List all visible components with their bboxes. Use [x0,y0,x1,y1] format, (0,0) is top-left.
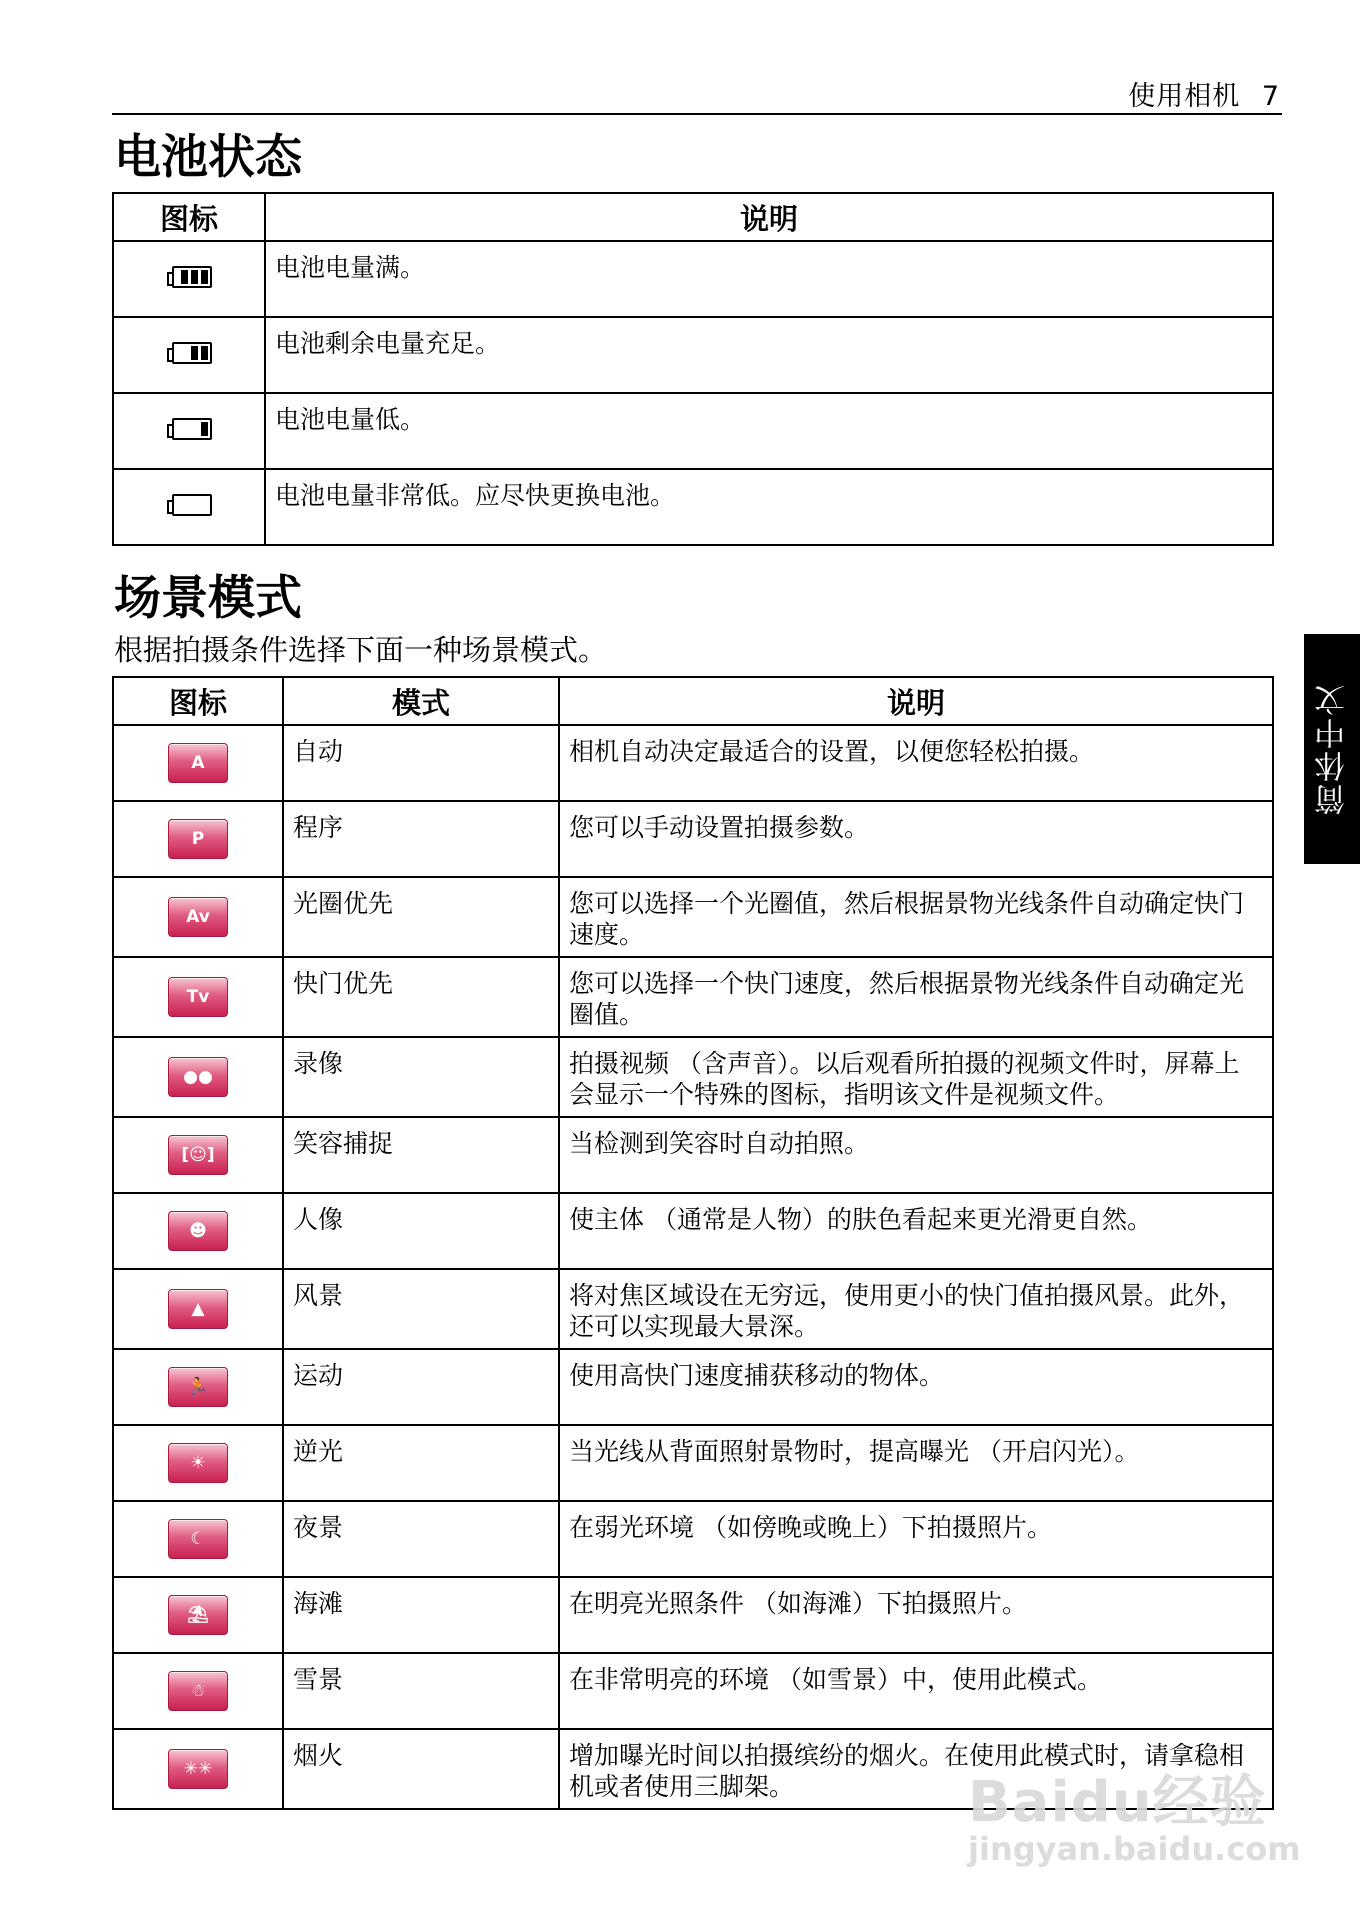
scene-row [113,1193,1273,1269]
scene-col-icon: 图标 [113,677,283,725]
scene-description: 您可以选择一个快门速度，然后根据景物光线条件自动确定光圈值。 [559,957,1273,1037]
battery-level-bar [191,270,198,284]
scene-mode-table [112,676,1274,1810]
scene-description: 当检测到笑容时自动拍照。 [559,1117,1273,1193]
header-rule [112,113,1282,115]
shutter-priority-icon: Tv [168,977,228,1017]
scene-intro: 根据拍摄条件选择下面一种场景模式。 [114,633,608,667]
auto-mode-icon: A [168,743,228,783]
scene-row [113,1117,1273,1193]
scene-icon-cell [113,1117,283,1193]
battery-icon-cell [113,317,265,393]
battery-level-bar [181,270,188,284]
sports-icon: 🏃 [168,1367,228,1407]
scene-row [113,725,1273,801]
fireworks-icon: ✳✳ [168,1749,228,1789]
scene-description: 在非常明亮的环境 （如雪景）中，使用此模式。 [559,1653,1273,1729]
battery-row [113,393,1273,469]
scene-mode-name: 人像 [283,1193,559,1269]
scene-description: 当光线从背面照射景物时，提高曝光 （开启闪光）。 [559,1425,1273,1501]
scene-icon-cell [113,1193,283,1269]
battery-section-title: 电池状态 [114,130,302,185]
battery-level-bar [201,346,208,360]
scene-mode-name: 海滩 [283,1577,559,1653]
page-number: 7 [1261,81,1280,112]
scene-description: 您可以手动设置拍摄参数。 [559,801,1273,877]
night-scene-icon: ☾ [168,1519,228,1559]
scene-icon-cell [113,877,283,957]
scene-mode-name: 快门优先 [283,957,559,1037]
snow-icon: ☃ [168,1671,228,1711]
scene-description: 相机自动决定最适合的设置，以便您轻松拍摄。 [559,725,1273,801]
scene-description: 使主体 （通常是人物）的肤色看起来更光滑更自然。 [559,1193,1273,1269]
scene-row [113,1037,1273,1117]
battery-icon-cell [113,469,265,545]
video-icon: ●● [168,1057,228,1097]
battery-level-bar [201,270,208,284]
program-mode-icon: P [168,819,228,859]
scene-mode-name: 笑容捕捉 [283,1117,559,1193]
battery-level-bar [201,422,208,436]
scene-row [113,957,1273,1037]
landscape-icon: ▲ [168,1289,228,1329]
scene-col-desc: 说明 [559,677,1273,725]
scene-row [113,1501,1273,1577]
scene-row [113,1425,1273,1501]
scene-icon-cell [113,957,283,1037]
battery-row [113,317,1273,393]
scene-row [113,1269,1273,1349]
scene-icon-cell [113,1577,283,1653]
scene-description: 将对焦区域设在无穷远，使用更小的快门值拍摄风景。此外，还可以实现最大景深。 [559,1269,1273,1349]
battery-col-desc: 说明 [265,193,1273,241]
scene-icon-cell [113,801,283,877]
scene-description: 您可以选择一个光圈值，然后根据景物光线条件自动确定快门速度。 [559,877,1273,957]
battery-description: 电池电量低。 [265,393,1273,469]
beach-icon: ⛱ [168,1595,228,1635]
smile-capture-icon: [☺] [168,1135,228,1175]
scene-icon-cell [113,1653,283,1729]
aperture-priority-icon: Av [168,897,228,937]
watermark-url: jingyan.baidu.com [968,1830,1301,1868]
scene-description: 在明亮光照条件 （如海滩）下拍摄照片。 [559,1577,1273,1653]
battery-icon-cell [113,393,265,469]
scene-mode-name: 烟火 [283,1729,559,1809]
scene-row [113,1653,1273,1729]
scene-mode-name: 录像 [283,1037,559,1117]
scene-description: 在弱光环境 （如傍晚或晚上）下拍摄照片。 [559,1501,1273,1577]
scene-mode-name: 程序 [283,801,559,877]
scene-row [113,877,1273,957]
battery-row [113,241,1273,317]
scene-mode-name: 夜景 [283,1501,559,1577]
scene-row [113,801,1273,877]
battery-description: 电池电量满。 [265,241,1273,317]
battery-description: 电池剩余电量充足。 [265,317,1273,393]
scene-mode-name: 逆光 [283,1425,559,1501]
scene-description: 使用高快门速度捕获移动的物体。 [559,1349,1273,1425]
battery-full-icon [172,266,212,288]
battery-high-icon [172,342,212,364]
scene-icon-cell [113,1501,283,1577]
scene-icon-cell [113,1037,283,1117]
page-header [1128,74,1280,113]
scene-mode-name: 风景 [283,1269,559,1349]
battery-row [113,469,1273,545]
scene-row [113,1577,1273,1653]
scene-mode-name: 运动 [283,1349,559,1425]
language-label: 简体中文 [1314,683,1351,815]
battery-description: 电池电量非常低。应尽快更换电池。 [265,469,1273,545]
battery-low-icon [172,418,212,440]
portrait-icon: ☻ [168,1211,228,1251]
battery-level-bar [191,346,198,360]
scene-icon-cell [113,1425,283,1501]
battery-col-icon: 图标 [113,193,265,241]
backlight-icon: ☀ [168,1443,228,1483]
scene-icon-cell [113,1729,283,1809]
scene-mode-name: 自动 [283,725,559,801]
scene-icon-cell [113,725,283,801]
scene-description: 增加曝光时间以拍摄缤纷的烟火。在使用此模式时，请拿稳相机或者使用三脚架。 [559,1729,1273,1809]
scene-mode-name: 光圈优先 [283,877,559,957]
battery-icon-cell [113,241,265,317]
scene-row [113,1349,1273,1425]
scene-mode-name: 雪景 [283,1653,559,1729]
battery-status-table [112,192,1274,546]
watermark-logo: Baidu经验 [968,1770,1267,1835]
scene-description: 拍摄视频 （含声音）。以后观看所拍摄的视频文件时，屏幕上会显示一个特殊的图标，指明该文件是视频文件。 [559,1037,1273,1117]
scene-col-mode: 模式 [283,677,559,725]
scene-icon-cell [113,1349,283,1425]
language-side-tab [1304,634,1360,864]
scene-section-title: 场景模式 [114,571,302,626]
battery-empty-icon [172,494,212,516]
scene-icon-cell [113,1269,283,1349]
header-section-label: 使用相机 [1128,81,1241,112]
